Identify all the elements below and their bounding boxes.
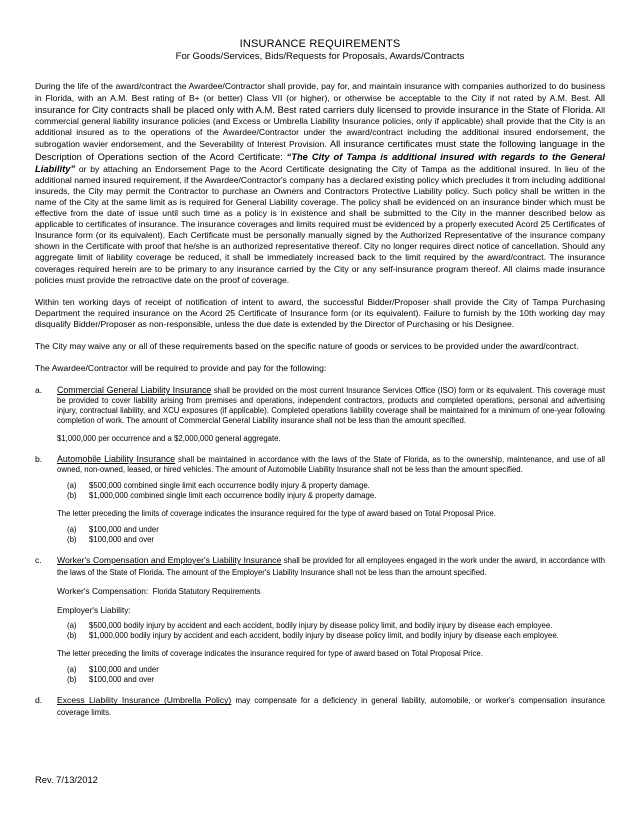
intro-paragraph-1	[35, 81, 605, 286]
section-d-text	[57, 695, 605, 718]
section-d	[35, 695, 605, 718]
p1-sentence-c: All commercial general liability insurance policies (and Excess or Umbrella Liability Insurance policies, only if applicable) shall provide that the City is an additional insured as to the operations of the Awardee/Contractor under the award/contract including the additional insured endorsement, the subrogation wavier endorsement, and the Severability of Interest Provision.	[35, 105, 605, 150]
p1-sentence-a: During the life of the award/contract the Awardee/Contractor shall provide, pay for, and maintain insurance with companies authorized to do business in Florida, with an A.M. Best rating of B+ (or better) Class VII (or higher), or otherwise be acceptable to the City if not rated by A.M. Best.	[35, 81, 605, 104]
section-c-note: The letter preceding the limits of coverage indicates the insurance required for type of award based on Total Proposal Price.	[57, 649, 483, 659]
section-b-heading: Automobile Liability Insurance	[57, 454, 176, 465]
section-a-heading: Commercial General Liability Insurance	[57, 385, 212, 396]
section-b-body: shall be maintained in accordance with the laws of the State of Florida, as to the ownership, maintenance, and use of all owned, non-owned, leased, or hired vehicles. The amount of Automobile Liability Insurance shall not be less than the amount specified.	[57, 455, 606, 475]
section-a-limits: $1,000,000 per occurrence and a $2,000,000 general aggregate.	[57, 434, 281, 444]
list-marker: (b)	[67, 631, 77, 641]
section-b	[35, 454, 605, 545]
workers-comp-line	[57, 586, 605, 597]
section-letter: b.	[35, 454, 43, 465]
section-a-text	[57, 385, 605, 426]
intro-paragraph-2: Within ten working days of receipt of notification of intent to award, the successful Bidder/Proposer shall provide the City of Tampa Purchasing Department the required insurance on the Acord 25 Certificate of Insurance form (or its equivalent). Failure to furnish by the 10th working day may disqualify Bidder/Proposer as non-responsible, unless the due date is extended by the Director of Purchasing or his Designee.	[35, 296, 605, 329]
section-b-options	[57, 481, 605, 501]
section-c-heading: Worker's Compensation and Employer's Liability Insurance	[57, 555, 282, 566]
list-item	[57, 481, 605, 491]
list-marker: (a)	[67, 665, 77, 675]
list-text: $100,000 and under	[89, 525, 159, 535]
workers-comp-label: Worker's Compensation:	[57, 586, 149, 597]
section-a-body: shall be provided on the most current Insurance Services Office (ISO) form or its equivalent. This coverage must be provided to cover liability arising from premises and operations, independent contractors, products and completed operations, personal and advertising injury, contractual liability, and XCU exposures (if applicable). Completed operations liability coverage shall be maintained for a minimum of one-year following completion of work. The amount of Commercial General Liability insurance shall not be less than the amount specified.	[57, 386, 605, 426]
section-d-body: may compensate for a deficiency in general liability, automobile, or worker's compensation insurance coverage limits.	[57, 696, 605, 717]
list-text: $100,000 and over	[89, 675, 155, 685]
list-marker: (a)	[67, 621, 77, 631]
document-subtitle: For Goods/Services, Bids/Requests for Proposals, Awards/Contracts	[175, 51, 465, 62]
list-marker: (a)	[67, 525, 77, 535]
list-item	[57, 525, 605, 535]
section-b-note: The letter preceding the limits of coverage indicates the insurance required for the type of award based on Total Proposal Price.	[57, 509, 496, 519]
employers-liability-label: Employer's Liability:	[57, 605, 131, 616]
list-item	[57, 665, 605, 675]
section-letter: c.	[35, 555, 42, 566]
list-text: $500,000 bodily injury by accident and each accident, bodily injury by disease policy limit, and bodily injury by disease each employee.	[89, 621, 553, 631]
section-letter: a.	[35, 385, 43, 396]
p1-sentence-b: All insurance for City contracts shall be placed only with A.M. Best rated carriers duly licensed to provide insurance in the State of Florida.	[35, 92, 605, 116]
revision-date: Rev. 7/13/2012	[35, 774, 98, 785]
document-title: INSURANCE REQUIREMENTS	[239, 38, 401, 50]
list-item	[57, 491, 605, 501]
section-b-tiers	[57, 525, 605, 545]
section-c-text	[57, 555, 605, 578]
section-letter: d.	[35, 695, 43, 706]
section-c-options	[57, 621, 605, 641]
list-text: $100,000 and under	[89, 665, 159, 675]
list-text: $500,000 combined single limit each occurrence bodily injury & property damage.	[89, 481, 370, 491]
list-item	[57, 675, 605, 685]
section-c	[35, 555, 605, 685]
section-c-tiers	[57, 665, 605, 685]
list-text: $1,000,000 bodily injury by accident and each accident, bodily injury by disease policy limit, and bodily injury by disease each employee.	[89, 631, 559, 641]
list-text: $1,000,000 combined single limit each occurrence bodily injury & property damage.	[89, 491, 377, 501]
intro-paragraph-3: The City may waive any or all of these requirements based on the specific nature of goods or services to be provided under the award/contract.	[35, 340, 579, 351]
list-marker: (b)	[67, 491, 77, 501]
p1-sentence-e: or by attaching an Endorsement Page to the Acord Certificate designating the City of Tampa as the additional insured. In lieu of the additional named insured requirement, if the Awardee/Contractor's company has a declared existing policy which precludes it from including additional insureds, the City may permit the Contractor to purchase an Owners and Contractors Protective Liability policy. Such policy shall be written in the name of the City at the same limit as is required for General Liability coverage. The policy shall be evidenced on an insurance binder which must be effective from the date of issue until such time as a policy is in existence and shall be submitted to the City in the manner described below as applicable to certificates of insurance. The insurance coverages and limits required must be evidenced by a properly executed Acord 25 Certificates of Insurance form (or its equivalent). Each Certificate must be personally manually signed by the Authorized Representative of the insurance company shown in the Certificate with proof that he/she is an authorized representative thereof. City no longer requires direct notice of cancellation. Should any aggregate limit of liability coverage be reduced, it shall be immediately increased back to the limit required by the award/contract. The insurance coverages required herein are to be primary to any insurance carried by the City or any self-insurance program thereof. All claims made insurance policies must provide the retroactive date on the proof of coverage.	[35, 163, 605, 285]
list-marker: (a)	[67, 481, 77, 491]
intro-paragraph-4: The Awardee/Contractor will be required to provide and pay for the following:	[35, 363, 327, 374]
document-page	[35, 38, 605, 729]
list-marker: (b)	[67, 675, 77, 685]
p1-sentence-d: All insurance certificates must state the following language in the Description of Operations section of the Acord Certificate:	[35, 138, 605, 162]
list-text: $100,000 and over	[89, 535, 155, 545]
list-item	[57, 535, 605, 545]
section-c-body: shall be provided for all employees engaged in the work under the award, in accordance with the laws of the State of Florida. The amount of the Employer's Liability Insurance shall not be less than the amount specified.	[57, 556, 605, 577]
list-item	[57, 631, 605, 641]
required-language-quote: “The City of Tampa is additional insured with regards to the General Liability”	[35, 150, 605, 174]
section-a	[35, 385, 605, 444]
section-b-text	[57, 454, 605, 475]
list-item	[57, 621, 605, 631]
workers-comp-value: Florida Statutory Requirements	[152, 587, 261, 597]
list-marker: (b)	[67, 535, 77, 545]
section-d-heading: Excess Liability Insurance (Umbrella Policy)	[57, 695, 232, 706]
